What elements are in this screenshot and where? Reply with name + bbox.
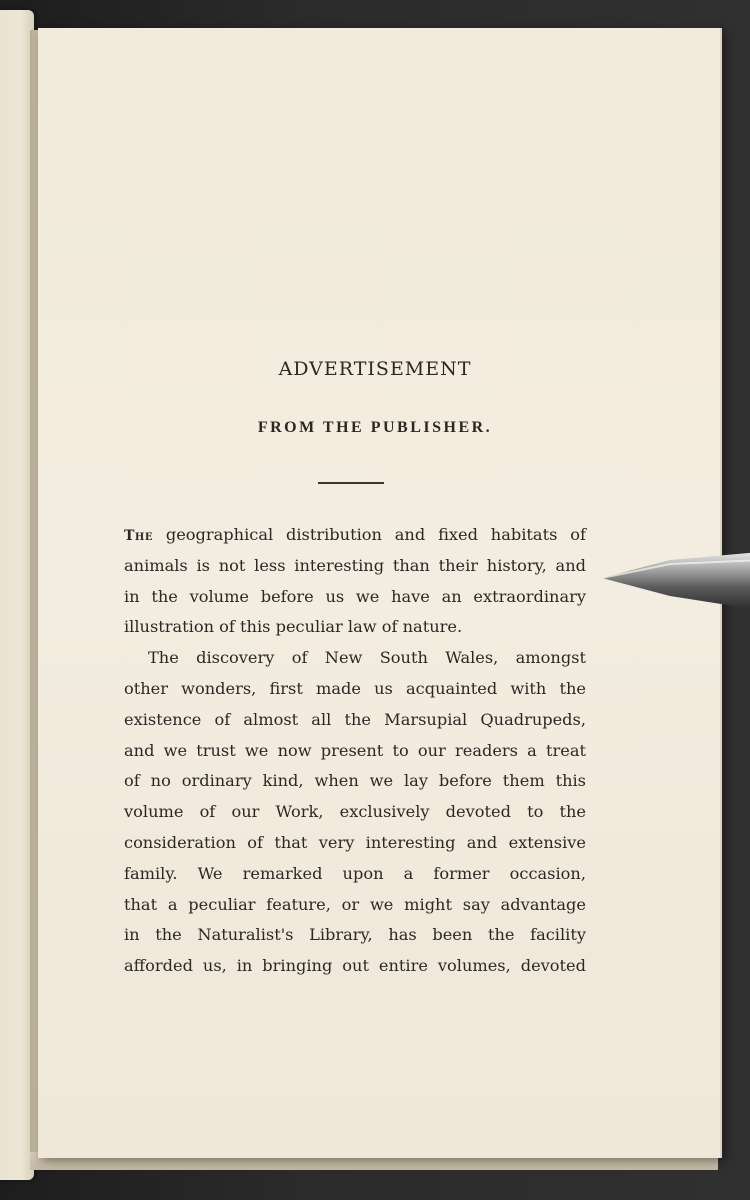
- text-line-content: existence of almost all the Marsupial Quadrupeds,: [124, 709, 586, 729]
- text-line: [124, 951, 586, 982]
- text-line: [124, 643, 586, 674]
- section-divider: [318, 482, 384, 484]
- text-line: [124, 828, 586, 859]
- text-line-content: in the volume before us we have an extraordinary: [124, 586, 586, 606]
- text-line: [124, 551, 586, 582]
- text-line: [124, 674, 586, 705]
- text-line-content: volume of our Work, exclusively devoted to the: [124, 802, 586, 822]
- text-line: [124, 766, 586, 797]
- text-line-content: afforded us, in bringing out entire volumes, devoted: [124, 956, 586, 976]
- text-line: [124, 705, 586, 736]
- text-line-content: that a peculiar feature, or we might say advantage: [124, 894, 586, 914]
- text-line-content: illustration of this peculiar law of nature.: [124, 617, 463, 637]
- text-line-content: and we trust we now present to our readers a treat: [124, 740, 586, 760]
- text-line: [124, 582, 586, 613]
- text-line: [124, 612, 586, 643]
- left-page-edge: [0, 10, 34, 1180]
- text-line-content: of no ordinary kind, when we lay before them this: [124, 771, 586, 791]
- text-line: [124, 797, 586, 828]
- pen-pointer-icon: [600, 552, 750, 610]
- text-line: [124, 736, 586, 767]
- body-text: [124, 520, 586, 982]
- text-line-content: geographical distribution and fixed habitats of: [165, 525, 586, 544]
- text-line-content: animals is not less interesting than their history, and: [124, 555, 586, 575]
- text-line: [124, 859, 586, 890]
- page-subheading: FROM THE PUBLISHER.: [257, 419, 493, 436]
- opening-word: The: [124, 528, 153, 544]
- text-line-content: other wonders, first made us acquainted with the: [124, 678, 586, 698]
- text-line-content: The discovery of New South Wales, amongst: [148, 648, 586, 668]
- text-line: [124, 890, 586, 921]
- text-line-content: family. We remarked upon a former occasion,: [124, 863, 586, 883]
- text-line-content: consideration of that very interesting and extensive: [124, 832, 586, 852]
- text-line: [124, 520, 586, 551]
- text-line: [124, 920, 586, 951]
- text-line-content: in the Naturalist's Library, has been the facility: [124, 925, 586, 945]
- page-heading: ADVERTISEMENT: [278, 358, 472, 380]
